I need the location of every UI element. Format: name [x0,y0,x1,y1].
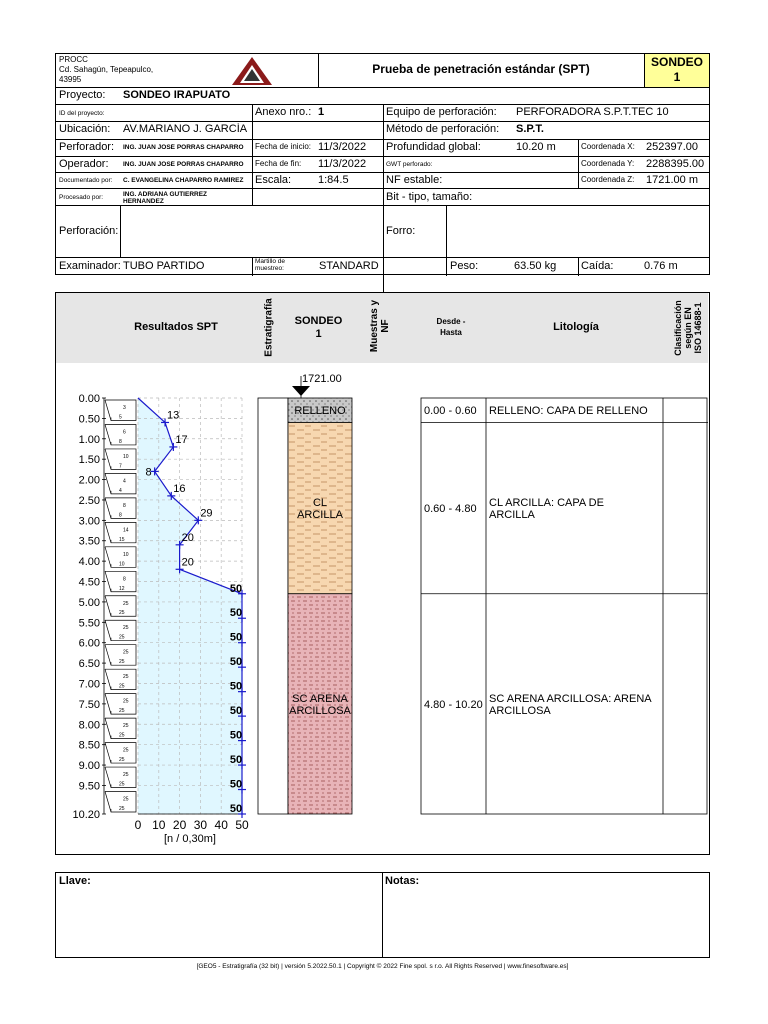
lith-desc-arcilla: ARCILLA [489,509,535,522]
col-litologia: Litología [553,321,599,333]
depth-tick-label: 0.00 [78,393,100,405]
ubicacion-value: AV.MARIANO J. GARCÍA [123,123,248,135]
forro-label: Forro: [386,225,416,237]
spt-value-label: 50 [229,680,243,693]
x-tick-label: 40 [214,818,228,832]
lith-range: 0.60 - 4.80 [424,503,477,516]
x-tick-label: 0 [134,818,142,832]
procesado-value-2: HERNANDEZ [123,198,164,205]
log-drawing [56,363,708,853]
depth-tick-label: 6.50 [78,658,100,671]
martillo-value: STANDARD [319,260,379,272]
lith-desc-relleno: RELLENO: CAPA DE RELLENO [489,405,648,418]
spt-area [138,398,242,814]
copyright-text: [GEO5 - Estratigrafía (32 bit) | versión 5.2022.50.1 | Copyright © 2022 Fine spol. s r.o. All Rights Reserved | www.finesoftware.es] [196,963,569,970]
depth-tick-label: 3.50 [78,535,100,548]
depth-tick-label: 6.00 [78,637,100,650]
x-tick-label: 10 [152,818,166,832]
col-resultados: Resultados SPT [134,321,218,333]
depth-tick-label: 9.00 [78,760,100,773]
x-tick-label: 30 [193,818,208,832]
col-clasif-wrap [668,293,708,363]
blow-count-label: 12 [119,585,125,592]
blow-count-label: 25 [123,600,129,607]
spt-value-label: 50 [229,754,243,767]
spt-value-label: 50 [229,778,243,791]
blow-count-label: 7 [119,463,122,470]
blow-count-label: 25 [123,698,129,705]
col-sondeo-num: 1 [315,328,322,340]
blow-count-label: 25 [123,747,129,754]
profundidad-label: Profundidad global: [386,141,481,153]
perforador-label: Perforador: [59,141,115,153]
fecha-inicio-value: 11/3/2022 [318,141,367,153]
stratum-code-arena: ARCILLOSA [289,704,351,717]
perforador-value: ING. JUAN JOSÉ PORRAS CHAPARRO [123,144,244,151]
peso-value: 63.50 kg [514,260,557,272]
col-desde-1: Desde - [436,317,466,326]
strat-left-box [258,398,288,814]
depth-tick-label: 0.50 [78,413,100,426]
llave-label: Llave: [59,875,91,887]
coord-y-value: 2288395.00 [646,158,705,170]
examinador-value: TUBO PARTIDO [123,260,205,272]
nf-label: NF estable: [386,174,443,186]
stratum-code-arcilla: ARCILLA [297,509,343,522]
bit-label: Bit - tipo, tamaño: [386,191,473,203]
perforacion-label: Perforación: [59,225,119,237]
blow-count-label: 5 [119,414,122,421]
proyecto-label: Proyecto: [59,89,106,101]
lith-range: 0.00 - 0.60 [424,405,477,418]
procesado-value-1: ING. ADRIANA GUTIERREZ [123,191,208,198]
spt-value-label: 8 [145,466,152,479]
lith-table [421,398,707,814]
x-tick-label: 50 [235,818,249,832]
spt-value-label: 13 [167,409,180,422]
log-panel [55,292,710,855]
escala-label: Escala: [255,174,292,186]
caida-label: Caída: [581,260,614,272]
depth-tick-label: 8.00 [78,719,100,732]
spt-value-label: 50 [229,631,243,644]
col-muestras-wrap [368,293,392,363]
depth-tick-label: 5.50 [78,617,100,630]
stratum-code-arena: SC ARENA [292,692,348,705]
spt-value-label: 50 [229,656,243,669]
lith-desc-arena: ARCILLOSA [489,704,551,717]
blow-count-label: 25 [119,610,125,617]
spt-value-label: 16 [173,482,186,495]
depth-tick-label: 2.50 [78,494,100,507]
examinador-label: Examinador: [59,260,121,272]
blow-count-label: 10 [123,453,129,460]
x-axis-label: [n / 0,30m] [164,833,216,845]
depth-tick-label: 1.00 [78,433,100,446]
blow-count-label: 25 [119,659,125,666]
lith-desc-arcilla: CL ARCILLA: CAPA DE [489,497,604,510]
blow-count-label: 10 [123,551,129,558]
blow-count-label: 25 [119,732,125,739]
coord-x-label: Coordenada X: [581,142,635,151]
caida-value: 0.76 m [644,260,678,272]
depth-tick-label: 5.00 [78,596,100,609]
blow-count-label: 8 [123,502,126,509]
depth-tick-label: 8.50 [78,739,100,752]
report-title: Prueba de penetración estándar (SPT) [372,63,590,76]
sondeo-badge [645,54,709,87]
depth-tick-label: 4.50 [78,576,100,589]
col-estratigrafia: Estratigrafía [263,298,275,357]
col-clasif [673,293,703,363]
ubicacion-label: Ubicación: [59,123,111,135]
blow-count-label: 25 [119,806,125,812]
company-name: PROCC [59,55,88,64]
anexo-value: 1 [318,106,325,118]
notas-label: Notas: [385,875,420,887]
anexo-label: Anexo nro.: [255,106,312,118]
company-address: Cd. Sahagún, Tepeapulco, [59,65,154,74]
col-muestras-1: Muestras y [369,299,380,353]
company-zip: 43995 [59,75,82,84]
stratum-code-relleno: RELLENO [294,405,346,418]
coord-z-label: Coordenada Z: [581,175,635,184]
coord-x-value: 252397.00 [646,141,698,153]
operador-label: Operador: [59,158,109,170]
blow-count-label: 25 [123,674,129,681]
profundidad-value: 10.20 m [516,141,556,153]
depth-tick-label: 4.00 [78,556,100,569]
depth-tick-label: 2.00 [78,474,100,487]
depth-tick-label: 1.50 [78,454,100,467]
blow-count-label: 14 [123,527,129,534]
depth-tick-label: 9.50 [78,780,100,793]
peso-label: Peso: [450,260,479,272]
escala-value: 1:84.5 [318,174,349,186]
company-logo-icon [230,55,274,87]
spt-value-label: 17 [175,433,188,446]
fecha-fin-value: 11/3/2022 [318,158,367,170]
blow-count-label: 25 [119,634,125,641]
coord-z-value: 1721.00 m [646,174,698,186]
depth-tick-label: 7.50 [78,698,100,711]
blow-count-label: 10 [119,561,125,568]
metodo-value: S.P.T. [516,123,544,135]
blow-count-label: 25 [123,649,129,656]
spt-value-label: 20 [181,556,194,569]
x-tick-label: 20 [172,818,187,832]
lith-desc-arena: SC ARENA ARCILLOSA: ARENA [489,692,652,705]
spt-value-label: 20 [181,531,194,544]
col-clasif-2: según EN [683,307,693,349]
spt-value-label: 29 [200,507,213,520]
proyecto-value: SONDEO IRAPUATO [123,89,231,101]
blow-count-label: 8 [123,576,126,583]
blow-count-label: 25 [119,708,125,715]
id-label: ID del proyecto: [59,110,105,117]
spt-value-label: 50 [229,582,243,595]
col-sondeo: SONDEO [294,315,343,327]
depth-tick-label: 10.20 [72,809,100,821]
martillo-label-2: muestreo: [255,265,284,272]
fecha-inicio-label: Fecha de inicio: [255,142,312,151]
blow-count-label: 25 [119,781,125,788]
col-desde-2: Hasta [440,328,462,337]
blow-count-label: 6 [123,429,126,436]
blow-count-label: 25 [123,723,129,730]
col-muestras [369,293,391,360]
blow-count-label: 25 [119,757,125,764]
blow-count-label: 8 [119,512,122,519]
sondeo-badge-number: 1 [673,70,681,84]
documentado-value: C. EVANGELINA CHAPARRO RAMÍREZ [123,177,244,184]
sondeo-badge-label: SONDEO [650,55,703,69]
spt-value-label: 50 [229,607,243,620]
documentado-label: Documentado por: [59,177,113,184]
col-clasif-3: ISO 14688-1 [693,302,703,354]
blow-count-label: 25 [123,772,129,779]
blow-count-label: 25 [123,796,129,803]
martillo-label-1: Martillo de [255,258,285,265]
blow-count-label: 15 [119,536,125,543]
footer-table [55,872,710,958]
col-estratigrafia-wrap [259,293,279,363]
elevation-label: 1721.00 [302,373,342,385]
col-muestras-2: NF [380,319,391,333]
gwt-label: GWT perforado: [386,161,433,168]
spt-value-label: 50 [229,803,243,815]
blow-count-label: 4 [123,478,126,485]
lith-range: 4.80 - 10.20 [424,698,483,711]
spt-value-label: 50 [229,705,243,718]
blow-count-label: 25 [119,683,125,690]
operador-value: ING. JUAN JOSÉ PORRAS CHAPARRO [123,161,244,168]
blow-count-label: 4 [119,487,122,494]
stratum-code-arcilla: CL [312,497,328,510]
procesado-label: Procesado por: [59,194,104,201]
blow-count-label: 3 [123,405,126,411]
header-table [55,53,710,275]
equipo-label: Equipo de perforación: [386,106,497,118]
depth-tick-label: 7.00 [78,678,100,691]
depth-tick-label: 3.00 [78,515,100,528]
blow-count-label: 8 [119,438,122,445]
fecha-fin-label: Fecha de fin: [255,159,302,168]
metodo-label: Método de perforación: [386,123,500,135]
coord-y-label: Coordenada Y: [581,159,635,168]
blow-count-label: 25 [123,625,129,632]
col-clasif-1: Clasificación [673,300,683,356]
spt-value-label: 50 [229,729,243,742]
equipo-value: PERFORADORA S.P.T.TEC 10 [516,106,669,118]
